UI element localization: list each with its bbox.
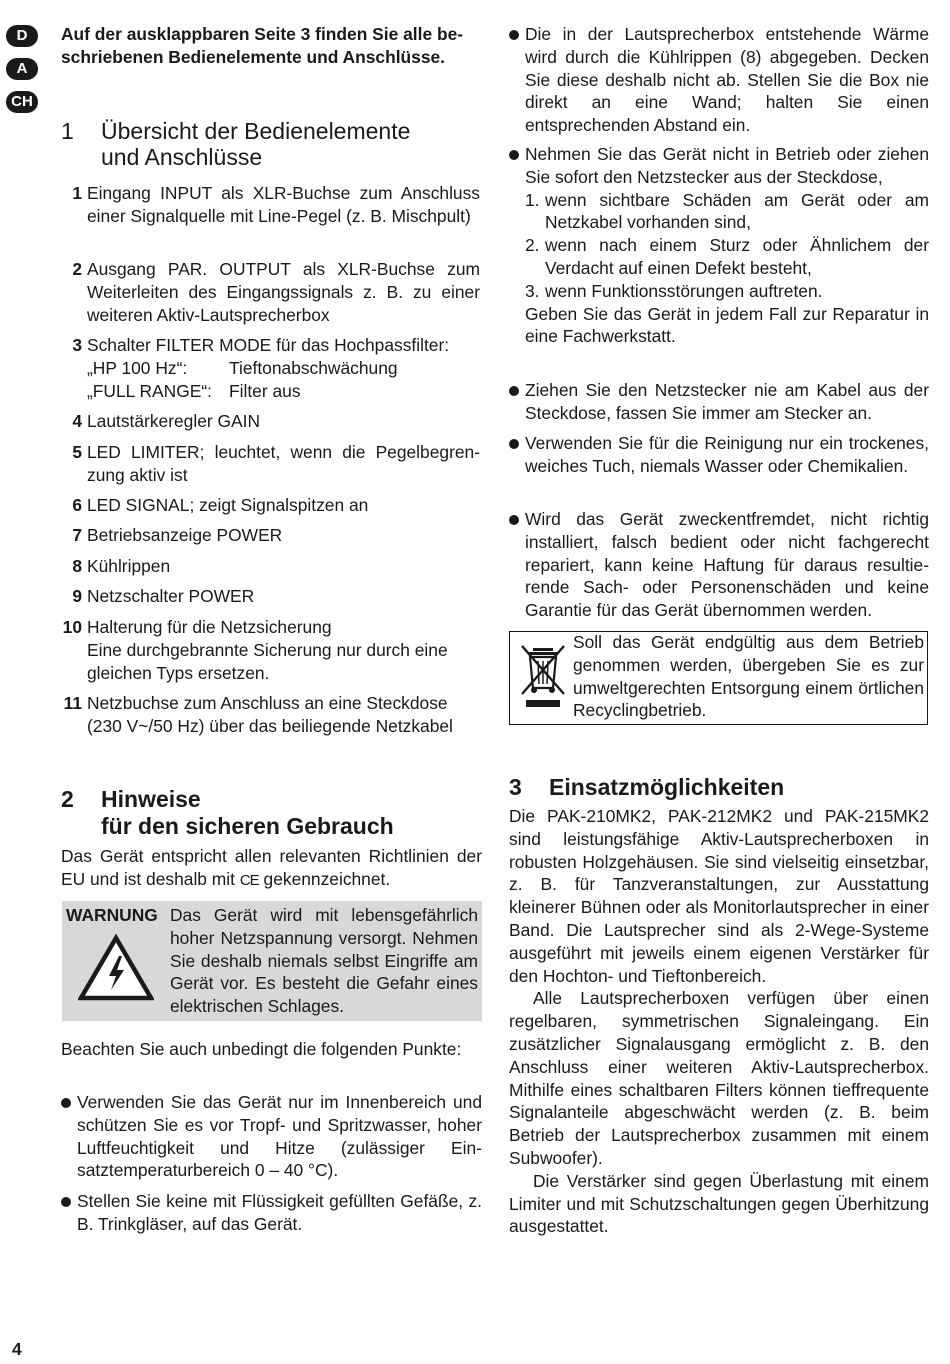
item-text: Eingang INPUT als XLR-Buchse zum Anschluss einer Signalquelle mit Line-Pegel (z. B. Mischpult): [87, 183, 480, 226]
damage-list-number: 3.: [525, 280, 540, 301]
bullet-text: Die in der Lautsprecherbox entstehende Wärme wird durch die Kühlrippen (8) abgegeben. Decken Sie diese deshalb nicht ab. Stellen Sie die Box nie direkt an eine Wand; halten Sie einen entsprechenden Abstand ein.: [525, 24, 929, 136]
damage-list-text: wenn sichtbare Schäden am Gerät oder am Netzkabel vorhanden sind,: [545, 189, 929, 233]
item-text: Lautstärkeregler GAIN: [87, 411, 261, 431]
bullet-text: Ziehen Sie den Netzstecker nie am Kabel aus der Steckdose, fassen Sie immer am Stecker an.: [525, 380, 929, 423]
item-number: 7: [72, 525, 82, 545]
item-text: LED SIGNAL; zeigt Signalspitzen an: [87, 495, 369, 515]
damage-list-number: 2.: [525, 235, 540, 256]
intro-text: Auf der ausklappbaren Seite 3 finden Sie alle beschriebenen Bedienelemente und Anschlüsse.: [61, 24, 464, 67]
bullet-text: Nehmen Sie das Gerät nicht in Betrieb oder ziehen Sie sofort den Netzstecker aus der Steckdose,: [525, 144, 929, 187]
recycling-box: [509, 631, 928, 725]
item-number: 6: [72, 495, 82, 515]
bullet-dot: [61, 1098, 71, 1108]
item-number: 3: [72, 335, 82, 355]
bullet-text: Verwenden Sie das Gerät nur im Innenbereich und schützen Sie es vor Tropf- und Spritzwasser, hoher Luftfeuchtigkeit und Hitze (zulässiger Einsatztemperaturbereich 0 – 40 °C).: [77, 1092, 482, 1181]
section-3-paragraph: Alle Lautsprecherboxen verfügen über einen regelbaren, symmetrischen Signaleingang. Ein zusätzlicher Signalausgang ermöglicht z. B. den Anschluss einer weiteren Aktiv-Lautsprecherbox. Mithilfe eines schaltbaren Filters können tieffrequente Signalanteile abgeschwächt werden (z. B. beim Betrieb der Lautsprecherbox zusammen mit einem Subwoofer).: [509, 988, 929, 1168]
section-3-number: 3: [509, 774, 522, 800]
section-2-intro-text: Das Gerät entspricht allen relevanten Richtlinien der EU und ist deshalb mit: [61, 846, 482, 889]
item-number: 9: [72, 586, 82, 606]
filter-mode-option-label: „HP 100 Hz“:: [87, 357, 188, 378]
damage-list-item: [525, 189, 929, 235]
section-3-heading: [509, 774, 929, 802]
damage-list-item: [525, 234, 929, 280]
damage-list-text: wenn Funktionsstörungen auftreten.: [545, 280, 823, 301]
list-item: [60, 410, 480, 433]
item-text: Netzbuchse zum Anschluss an eine Steckdose (230 V~/50 Hz) über das beiliegende Netzkabel: [87, 693, 453, 736]
list-item: [61, 1091, 482, 1182]
lang-badge-d: D: [6, 25, 38, 47]
list-item: [509, 143, 929, 348]
list-item: [61, 1190, 482, 1236]
list-item: [509, 432, 929, 478]
item-number: 10: [62, 617, 82, 637]
bullet-dot: [509, 386, 519, 396]
bullet-dot: [509, 150, 519, 160]
bullet-text: Wird das Gerät zweckentfremdet, nicht richtig installiert, falsch bedient oder nicht fachgerecht repariert, kann keine Haftung für daraus resultierende Sach- oder Personenschäden und keine Garantie für das Gerät übernommen werden.: [525, 509, 929, 621]
item-text: Betriebsanzeige POWER: [87, 525, 283, 545]
bullet-text: Verwenden Sie für die Reinigung nur ein trockenes, weiches Tuch, niemals Wasser oder Chemikalien.: [525, 433, 929, 476]
ce-mark: CE: [239, 871, 259, 889]
section-1-title-line2: und Anschlüsse: [101, 144, 263, 170]
item-text: Schalter FILTER MODE für das Hochpassfilter:: [87, 335, 450, 355]
section-1-heading: [61, 118, 501, 174]
bullet-dot: [509, 515, 519, 525]
list-item: [60, 258, 480, 326]
damage-list-text: wenn nach einem Sturz oder Ähnlichem der Verdacht auf einen Defekt besteht,: [545, 235, 929, 278]
filter-mode-option-value: Tieftonabschwächung: [229, 357, 398, 378]
list-item: [60, 555, 480, 578]
item-text: Halterung für die Netzsicherung: [87, 617, 332, 637]
item-number: 5: [72, 442, 82, 462]
item-number: 11: [63, 693, 82, 713]
bullet-dot: [61, 1197, 71, 1207]
item-text: Ausgang PAR. OUTPUT als XLR-Buchse zum Weiterleiten des Eingangssignals z. B. zu einer weiteren Aktiv-Lautsprecherbox: [87, 259, 480, 325]
list-item: [60, 334, 480, 402]
list-item: [60, 182, 480, 228]
lang-badge-ch: CH: [6, 91, 38, 113]
section-3-paragraph: Die Verstärker sind gegen Überlastung mit einem Limiter und mit Schutzschaltungen gegen Überhitzung ausgestattet.: [509, 1170, 929, 1237]
section-3-title: Einsatzmöglichkeiten: [549, 774, 785, 800]
item-number: 8: [72, 556, 82, 576]
warning-box: [62, 901, 482, 1021]
list-item: [60, 585, 480, 608]
section-3-body: [509, 805, 929, 1238]
item-number: 2: [72, 259, 82, 279]
recycling-text: Soll das Gerät endgültig aus dem Betrieb genommen werden, übergeben Sie es zur umweltgerechten Entsorgung einem örtlichen Recyclingbetrieb.: [573, 632, 924, 721]
points-intro: Beachten Sie auch unbedingt die folgenden Punkte:: [61, 1039, 462, 1059]
bullet-dot: [509, 439, 519, 449]
damage-list-item: [525, 280, 929, 303]
item-number: 4: [72, 411, 82, 431]
item-extra-text: Eine durchgebrannte Sicherung nur durch eine gleichen Typs ersetzen.: [87, 639, 448, 683]
section-2-heading: [61, 786, 501, 842]
section-2-title-line1: Hinweise: [101, 786, 201, 812]
list-item: [60, 524, 480, 547]
list-item: [509, 508, 929, 622]
section-3-paragraph: Die PAK-210MK2, PAK-212MK2 und PAK-215MK2 sind leistungsfähige Aktiv-Lautsprecherboxen in robusten Holzgehäusen. Sie sind vielseitig einsetzbar, z. B. für Tanzveranstaltungen, zur Ausstattung kleinerer Bühnen oder als Monitorlautsprecher in einer Band. Die Lautsprecher sind als 2-Wege-Systeme ausgeführt mit jeweils einem eigenen Verstärker für den Hochton- und Tieftonbereich.: [509, 806, 929, 986]
warning-text: Das Gerät wird mit lebensgefährlich hoher Netzspannung versorgt. Nehmen Sie deshalb niemals selbst Eingriffe am Gerät vor. Es besteht die Gefahr eines elektrischen Schlages.: [170, 905, 478, 1017]
list-item: [509, 379, 929, 425]
section-1-number: 1: [61, 118, 74, 144]
section-2-intro-end: gekennzeichnet.: [263, 868, 391, 889]
warning-label: WARNUNG: [66, 905, 158, 925]
list-item: [60, 616, 480, 684]
section-2-number: 2: [61, 786, 74, 812]
list-item: [509, 23, 929, 137]
list-item: [60, 441, 480, 487]
page-number: 4: [12, 1339, 22, 1359]
item-number: 1: [72, 183, 82, 203]
list-item: [60, 494, 480, 517]
filter-mode-option-value: Filter aus: [229, 380, 301, 401]
damage-outro: Geben Sie das Gerät in jedem Fall zur Reparatur in eine Fachwerkstatt.: [525, 303, 929, 347]
lang-badge-a: A: [6, 58, 38, 80]
section-2-intro: [61, 845, 482, 893]
item-text: Netzschalter POWER: [87, 586, 255, 606]
item-text: Kühlrippen: [87, 556, 171, 576]
bullet-text: Stellen Sie keine mit Flüssigkeit gefüllten Gefäße, z. B. Trinkgläser, auf das Gerät.: [77, 1191, 482, 1234]
crossed-out-wheelie-bin-icon: [518, 642, 568, 710]
high-voltage-warning-icon: [78, 934, 154, 1002]
filter-mode-option-label: „FULL RANGE“:: [87, 380, 212, 401]
item-text: LED LIMITER; leuchtet, wenn die Pegelbegrenzung aktiv ist: [87, 442, 480, 485]
section-1-title-line1: Übersicht der Bedienelemente: [101, 118, 411, 144]
bullet-dot: [509, 30, 519, 40]
list-item: [60, 692, 480, 738]
section-2-title-line2: für den sicheren Gebrauch: [101, 813, 394, 839]
damage-list-number: 1.: [525, 189, 540, 210]
